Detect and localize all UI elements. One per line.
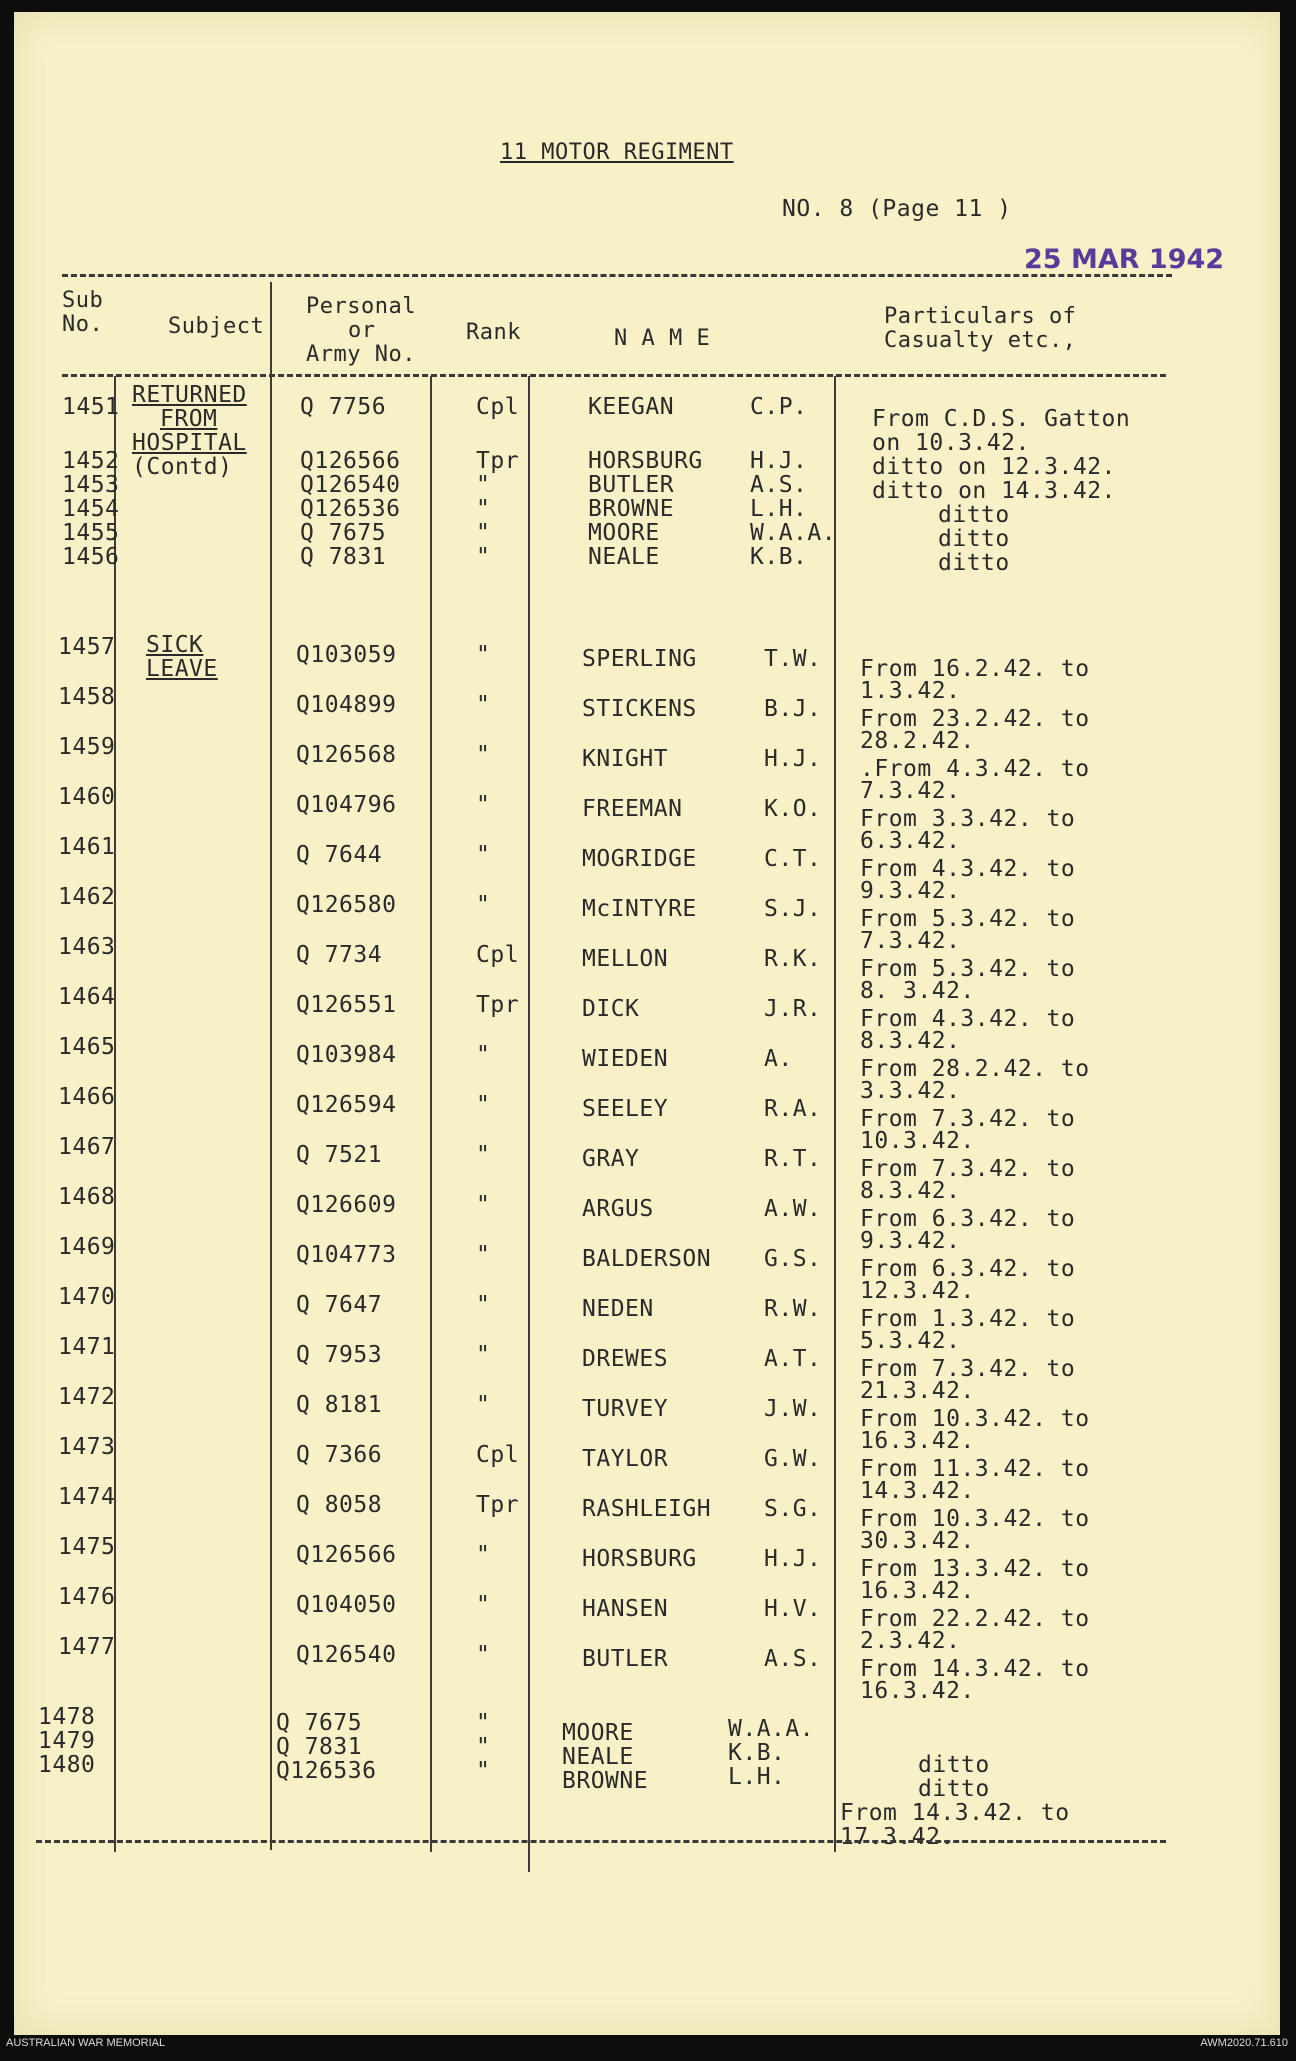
- entry-name: HORSBURG: [582, 1546, 697, 1572]
- entry-sub-no: 1460: [58, 784, 116, 810]
- entry-rank: ": [476, 496, 491, 522]
- entry-rank: ": [476, 1392, 491, 1418]
- entry-name: McINTYRE: [582, 896, 697, 922]
- entry-sub-no: 1455: [62, 520, 120, 546]
- entry-army-no: Q126536: [300, 496, 401, 522]
- entry-name: BROWNE: [588, 496, 675, 522]
- entry-particulars: 28.2.42.: [860, 728, 975, 754]
- entry-rank: ": [476, 842, 491, 868]
- header-no: No.: [62, 312, 104, 337]
- entry-particulars: ditto on 12.3.42.: [872, 454, 1116, 480]
- entry-particulars: ditto: [938, 502, 1010, 528]
- entry-army-no: Q103984: [296, 1042, 397, 1068]
- entry-name: GRAY: [582, 1146, 640, 1172]
- entry-particulars: 21.3.42.: [860, 1378, 975, 1404]
- entry-name: FREEMAN: [582, 796, 683, 822]
- entry-initials: S.G.: [764, 1496, 822, 1522]
- entry-name: KEEGAN: [588, 394, 675, 420]
- entry-name: BALDERSON: [582, 1246, 712, 1272]
- entry-initials: R.K.: [764, 946, 822, 972]
- entry-army-no: Q 7756: [300, 394, 387, 420]
- entry-name: HORSBURG: [588, 448, 703, 474]
- entry-particulars: 8.3.42.: [860, 1178, 961, 1204]
- entry-rank: ": [476, 792, 491, 818]
- entry-particulars: From 5.3.42. to: [860, 906, 1076, 932]
- entry-particulars: 1.3.42.: [860, 678, 961, 704]
- entry-particulars: From 6.3.42. to: [860, 1206, 1076, 1232]
- entry-initials: A.: [764, 1046, 793, 1072]
- entry-initials: A.W.: [764, 1196, 822, 1222]
- entry-rank: Cpl: [476, 942, 520, 968]
- entry-army-no: Q104796: [296, 792, 397, 818]
- entry-rank: ": [476, 1592, 491, 1618]
- entry-particulars: ditto on 14.3.42.: [872, 478, 1116, 504]
- entry-rank: ": [476, 1758, 491, 1784]
- entry-name: DICK: [582, 996, 640, 1022]
- entry-name: MELLON: [582, 946, 669, 972]
- entry-army-no: Q126540: [300, 472, 401, 498]
- entry-name: MOORE: [588, 520, 660, 546]
- entry-army-no: Q 7675: [300, 520, 387, 546]
- entry-rank: ": [476, 642, 491, 668]
- entry-sub-no: 1475: [58, 1534, 116, 1560]
- entry-initials: J.W.: [764, 1396, 822, 1422]
- entry-sub-no: 1459: [58, 734, 116, 760]
- entry-particulars: ditto: [918, 1776, 990, 1802]
- entry-initials: K.B.: [750, 544, 808, 570]
- entry-name: SEELEY: [582, 1096, 669, 1122]
- entry-initials: S.J.: [764, 896, 822, 922]
- entry-initials: A.T.: [764, 1346, 822, 1372]
- column-rule-5: [834, 376, 836, 1852]
- entry-sub-no: 1464: [58, 984, 116, 1010]
- date-stamp: 25 MAR 1942: [1024, 244, 1225, 275]
- column-rule-4: [528, 376, 530, 1872]
- entry-particulars: .From 4.3.42. to: [860, 756, 1090, 782]
- entry-sub-no: 1480: [38, 1752, 96, 1778]
- entry-rank: ": [476, 1542, 491, 1568]
- entry-particulars: From 14.3.42. to: [840, 1800, 1070, 1826]
- entry-particulars: From 11.3.42. to: [860, 1456, 1090, 1482]
- entry-army-no: Q 7734: [296, 942, 383, 968]
- entry-sub-no: 1479: [38, 1728, 96, 1754]
- entry-particulars: 16.3.42.: [860, 1578, 975, 1604]
- entry-army-no: Q126594: [296, 1092, 397, 1118]
- entry-rank: Cpl: [476, 394, 520, 420]
- entry-name: HANSEN: [582, 1596, 669, 1622]
- entry-particulars: 30.3.42.: [860, 1528, 975, 1554]
- table-bottom-rule: [36, 1840, 1166, 1843]
- column-rule-1: [114, 376, 116, 1852]
- entry-initials: A.S.: [764, 1646, 822, 1672]
- entry-army-no: Q126540: [296, 1642, 397, 1668]
- header-casualty: Casualty etc.,: [884, 328, 1077, 353]
- entry-name: TURVEY: [582, 1396, 669, 1422]
- entry-particulars: ditto: [938, 550, 1010, 576]
- entry-army-no: Q 7831: [276, 1734, 363, 1760]
- entry-particulars: From 16.2.42. to: [860, 656, 1090, 682]
- entry-particulars: 14.3.42.: [860, 1478, 975, 1504]
- header-sub: Sub: [62, 288, 104, 313]
- entry-sub-no: 1456: [62, 544, 120, 570]
- page-number: NO. 8 (Page 11 ): [782, 196, 1012, 222]
- entry-particulars: 16.3.42.: [860, 1428, 975, 1454]
- header-top-rule: [62, 274, 1172, 277]
- entry-initials: T.W.: [764, 646, 822, 672]
- entry-sub-no: 1467: [58, 1134, 116, 1160]
- entry-rank: ": [476, 1342, 491, 1368]
- entry-rank: Tpr: [476, 992, 520, 1018]
- entry-army-no: Q104050: [296, 1592, 397, 1618]
- entry-particulars: From C.D.S. Gatton: [872, 406, 1131, 432]
- entry-initials: R.T.: [764, 1146, 822, 1172]
- entry-particulars: From 3.3.42. to: [860, 806, 1076, 832]
- entry-name: KNIGHT: [582, 746, 669, 772]
- entry-name: DREWES: [582, 1346, 669, 1372]
- entry-name: BUTLER: [582, 1646, 669, 1672]
- entry-sub-no: 1471: [58, 1334, 116, 1360]
- entry-rank: Cpl: [476, 1442, 520, 1468]
- entry-particulars: From 10.3.42. to: [860, 1406, 1090, 1432]
- entry-rank: ": [476, 742, 491, 768]
- entry-sub-no: 1476: [58, 1584, 116, 1610]
- entry-initials: H.J.: [750, 448, 808, 474]
- document-title: 11 MOTOR REGIMENT: [500, 140, 734, 165]
- entry-sub-no: 1465: [58, 1034, 116, 1060]
- entry-initials: L.H.: [750, 496, 808, 522]
- entry-initials: A.S.: [750, 472, 808, 498]
- entry-particulars: 8.3.42.: [860, 1028, 961, 1054]
- entry-sub-no: 1473: [58, 1434, 116, 1460]
- entry-particulars: on 10.3.42.: [872, 430, 1030, 456]
- entry-army-no: Q 7366: [296, 1442, 383, 1468]
- entry-rank: ": [476, 1734, 491, 1760]
- entry-name: SPERLING: [582, 646, 697, 672]
- column-rule-3: [430, 376, 432, 1852]
- entry-rank: Tpr: [476, 448, 520, 474]
- entry-particulars: From 1.3.42. to: [860, 1306, 1076, 1332]
- entry-army-no: Q104773: [296, 1242, 397, 1268]
- entry-name: RASHLEIGH: [582, 1496, 712, 1522]
- footer-left: AUSTRALIAN WAR MEMORIAL: [6, 2037, 166, 2049]
- entry-army-no: Q126551: [296, 992, 397, 1018]
- entry-rank: ": [476, 1292, 491, 1318]
- header-army-no: Army No.: [306, 342, 416, 367]
- entry-initials: L.H.: [728, 1764, 786, 1790]
- entry-initials: W.A.A.: [750, 520, 837, 546]
- entry-initials: R.W.: [764, 1296, 822, 1322]
- header-bottom-rule: [62, 374, 1166, 377]
- entry-sub-no: 1472: [58, 1384, 116, 1410]
- entry-particulars: 12.3.42.: [860, 1278, 975, 1304]
- entry-sub-no: 1454: [62, 496, 120, 522]
- entry-rank: ": [476, 472, 491, 498]
- entry-sub-no: 1477: [58, 1634, 116, 1660]
- entry-particulars: 3.3.42.: [860, 1078, 961, 1104]
- entry-name: MOGRIDGE: [582, 846, 697, 872]
- entry-particulars: From 4.3.42. to: [860, 856, 1076, 882]
- entry-rank: ": [476, 1092, 491, 1118]
- entry-sub-no: 1469: [58, 1234, 116, 1260]
- entry-particulars: ditto: [938, 526, 1010, 552]
- entry-particulars: From 6.3.42. to: [860, 1256, 1076, 1282]
- entry-sub-no: 1458: [58, 684, 116, 710]
- entry-name: NEDEN: [582, 1296, 654, 1322]
- entry-particulars: 6.3.42.: [860, 828, 961, 854]
- entry-name: STICKENS: [582, 696, 697, 722]
- entry-name: MOORE: [562, 1720, 634, 1746]
- entry-particulars: From 7.3.42. to: [860, 1156, 1076, 1182]
- entry-army-no: Q104899: [296, 692, 397, 718]
- entry-army-no: Q126566: [300, 448, 401, 474]
- entry-army-no: Q126536: [276, 1758, 377, 1784]
- entry-particulars: From 14.3.42. to: [860, 1656, 1090, 1682]
- entry-particulars: 9.3.42.: [860, 1228, 961, 1254]
- document-page: 11 MOTOR REGIMENT NO. 8 (Page 11 ) 25 MAR 1942 Sub No. Subject Personal or Army No. Rank N A M E Particulars of Casualty etc., RETURNED FROM HOSPITAL (Contd) SICK LEAVE 1451 Q 7756 Cpl KEEGAN C.P. From C.D.S. Gatton on 10.3.42. 1452 Q126566 Tpr HORSBURG H.J. ditto on 12.3.42. 1453 Q126540 " BUTLER A.S. ditto on 14.3.42. 1454 Q126536 " BROWNE L.H. ditto 1455 Q 7675 " MOORE W.A.A. ditto 1456 Q 7831 " NEALE K.B. ditto 1457 Q103059 " SPERLING T.W. From 16.2.42. to 1.3.42. 1458 Q104899 " STICKENS B.J. From 23.2.42. to 28.2.42. 1459 Q126568 " KNIGHT H.J. .From 4.3.42. to 7.3.42. 1460 Q104796 " FREEMAN K.O. From 3.3.42. to 6.3.42. 1461 Q 7644 " MOGRIDGE C.T. From 4.3.42. to 9.3.42. 1462 Q126580 " McINTYRE S.J. From 5.3.42. to 7.3.42. 1463 Q 7734 Cpl MELLON R.K. From 5.3.42. to 8. 3.42. 1464 Q126551 Tpr DICK J.R. From 4.3.42. to 8.3.42. 1465 Q103984 " WIEDEN A. From 28.2.42. to 3.3.42. 1466 Q126594 " SEELEY R.A. From 7.3.42. to 10.3.42. 1467 Q 7521 " GRAY R.T. From 7.3.42. to 8.3.42. 1468 Q126609 " ARGUS A.W. From 6.3.42. to 9.3.42. 1469 Q104773 " BALDERSON G.S. From 6.3.42. to 12.3.42. 1470 Q 7647 " NEDEN R.W. From 1.3.42. to 5.3.42. 1471 Q 7953 " DREWES A.T. From 7.3.42. to 21.3.42. 1472 Q 8181 " TURVEY J.W. From 10.3.42. to 16.3.42. 1473 Q 7366 Cpl TAYLOR G.W. From 11.3.42. to 14.3.42. 1474 Q 8058 Tpr RASHLEIGH S.G. From 10.3.42. to 30.3.42. 1475 Q126566 " HORSBURG H.J. From 13.3.42. to 16.3.42. 1476 Q104050 " HANSEN H.V. From 22.2.42. to 2.3.42. 1477 Q126540 " BUTLER A.S. From 14.3.42. to 16.3.42. 1478 Q 7675 " MOORE W.A.A. ditto 1479 Q 7831 " NEALE K.B. ditto 1480 Q126536 " BROWNE L.H. From 14.3.42. to 17.3.42.: [14, 12, 1280, 2035]
- entry-rank: ": [476, 1042, 491, 1068]
- entry-sub-no: 1470: [58, 1284, 116, 1310]
- header-personal: Personal: [306, 294, 416, 319]
- entry-initials: K.B.: [728, 1740, 786, 1766]
- entry-army-no: Q126566: [296, 1542, 397, 1568]
- entry-rank: ": [476, 520, 491, 546]
- entry-army-no: Q 7831: [300, 544, 387, 570]
- header-subject: Subject: [168, 314, 265, 339]
- entry-rank: ": [476, 1192, 491, 1218]
- entry-name: BROWNE: [562, 1768, 649, 1794]
- entry-sub-no: 1457: [58, 634, 116, 660]
- entry-sub-no: 1463: [58, 934, 116, 960]
- entry-particulars: 10.3.42.: [860, 1128, 975, 1154]
- entry-name: WIEDEN: [582, 1046, 669, 1072]
- header-particulars: Particulars of: [884, 304, 1077, 329]
- entry-army-no: Q 7953: [296, 1342, 383, 1368]
- entry-particulars: From 7.3.42. to: [860, 1356, 1076, 1382]
- entry-name: ARGUS: [582, 1196, 654, 1222]
- entry-initials: H.J.: [764, 746, 822, 772]
- entry-army-no: Q 7647: [296, 1292, 383, 1318]
- column-rule-2: [270, 282, 272, 1850]
- entry-army-no: Q 8181: [296, 1392, 383, 1418]
- entry-rank: ": [476, 1710, 491, 1736]
- header-rank: Rank: [466, 320, 521, 345]
- entry-rank: ": [476, 692, 491, 718]
- entry-army-no: Q 7675: [276, 1710, 363, 1736]
- entry-particulars: 5.3.42.: [860, 1328, 961, 1354]
- entry-particulars: From 7.3.42. to: [860, 1106, 1076, 1132]
- entry-particulars: 2.3.42.: [860, 1628, 961, 1654]
- entry-sub-no: 1468: [58, 1184, 116, 1210]
- entry-rank: ": [476, 1242, 491, 1268]
- entry-initials: W.A.A.: [728, 1716, 815, 1742]
- entry-particulars: From 5.3.42. to: [860, 956, 1076, 982]
- entry-rank: ": [476, 1642, 491, 1668]
- header-or: or: [348, 318, 376, 343]
- entry-initials: G.W.: [764, 1446, 822, 1472]
- entry-rank: ": [476, 1142, 491, 1168]
- entry-rank: ": [476, 892, 491, 918]
- entry-sub-no: 1474: [58, 1484, 116, 1510]
- entry-particulars: ditto: [918, 1752, 990, 1778]
- entry-initials: J.R.: [764, 996, 822, 1022]
- entry-army-no: Q 7521: [296, 1142, 383, 1168]
- entry-initials: C.P.: [750, 394, 808, 420]
- entry-particulars: From 10.3.42. to: [860, 1506, 1090, 1532]
- entry-name: TAYLOR: [582, 1446, 669, 1472]
- entry-sub-no: 1451: [62, 394, 120, 420]
- entry-army-no: Q126609: [296, 1192, 397, 1218]
- entry-initials: K.O.: [764, 796, 822, 822]
- footer-right: AWM2020.71.610: [1200, 2037, 1288, 2049]
- entry-sub-no: 1461: [58, 834, 116, 860]
- entry-initials: G.S.: [764, 1246, 822, 1272]
- entry-initials: H.J.: [764, 1546, 822, 1572]
- entry-particulars: From 13.3.42. to: [860, 1556, 1090, 1582]
- entry-sub-no: 1466: [58, 1084, 116, 1110]
- entry-particulars: From 28.2.42. to: [860, 1056, 1090, 1082]
- entry-army-no: Q 7644: [296, 842, 383, 868]
- entry-particulars: From 4.3.42. to: [860, 1006, 1076, 1032]
- entry-initials: C.T.: [764, 846, 822, 872]
- entry-sub-no: 1453: [62, 472, 120, 498]
- entry-particulars: 16.3.42.: [860, 1678, 975, 1704]
- entry-initials: R.A.: [764, 1096, 822, 1122]
- entry-sub-no: 1452: [62, 448, 120, 474]
- entry-rank: Tpr: [476, 1492, 520, 1518]
- entry-rank: ": [476, 544, 491, 570]
- entry-initials: H.V.: [764, 1596, 822, 1622]
- header-name: N A M E: [614, 326, 711, 351]
- entry-army-no: Q126568: [296, 742, 397, 768]
- entry-particulars: 9.3.42.: [860, 878, 961, 904]
- entry-name: BUTLER: [588, 472, 675, 498]
- entry-initials: B.J.: [764, 696, 822, 722]
- entry-particulars: 7.3.42.: [860, 778, 961, 804]
- entry-sub-no: 1462: [58, 884, 116, 910]
- entry-particulars: From 22.2.42. to: [860, 1606, 1090, 1632]
- entry-name: NEALE: [562, 1744, 634, 1770]
- entry-army-no: Q 8058: [296, 1492, 383, 1518]
- entry-particulars: 8. 3.42.: [860, 978, 975, 1004]
- entry-particulars: From 23.2.42. to: [860, 706, 1090, 732]
- entry-particulars: 7.3.42.: [860, 928, 961, 954]
- entry-sub-no: 1478: [38, 1704, 96, 1730]
- entry-army-no: Q103059: [296, 642, 397, 668]
- entry-army-no: Q126580: [296, 892, 397, 918]
- entry-name: NEALE: [588, 544, 660, 570]
- entry-particulars: 17.3.42.: [840, 1824, 955, 1850]
